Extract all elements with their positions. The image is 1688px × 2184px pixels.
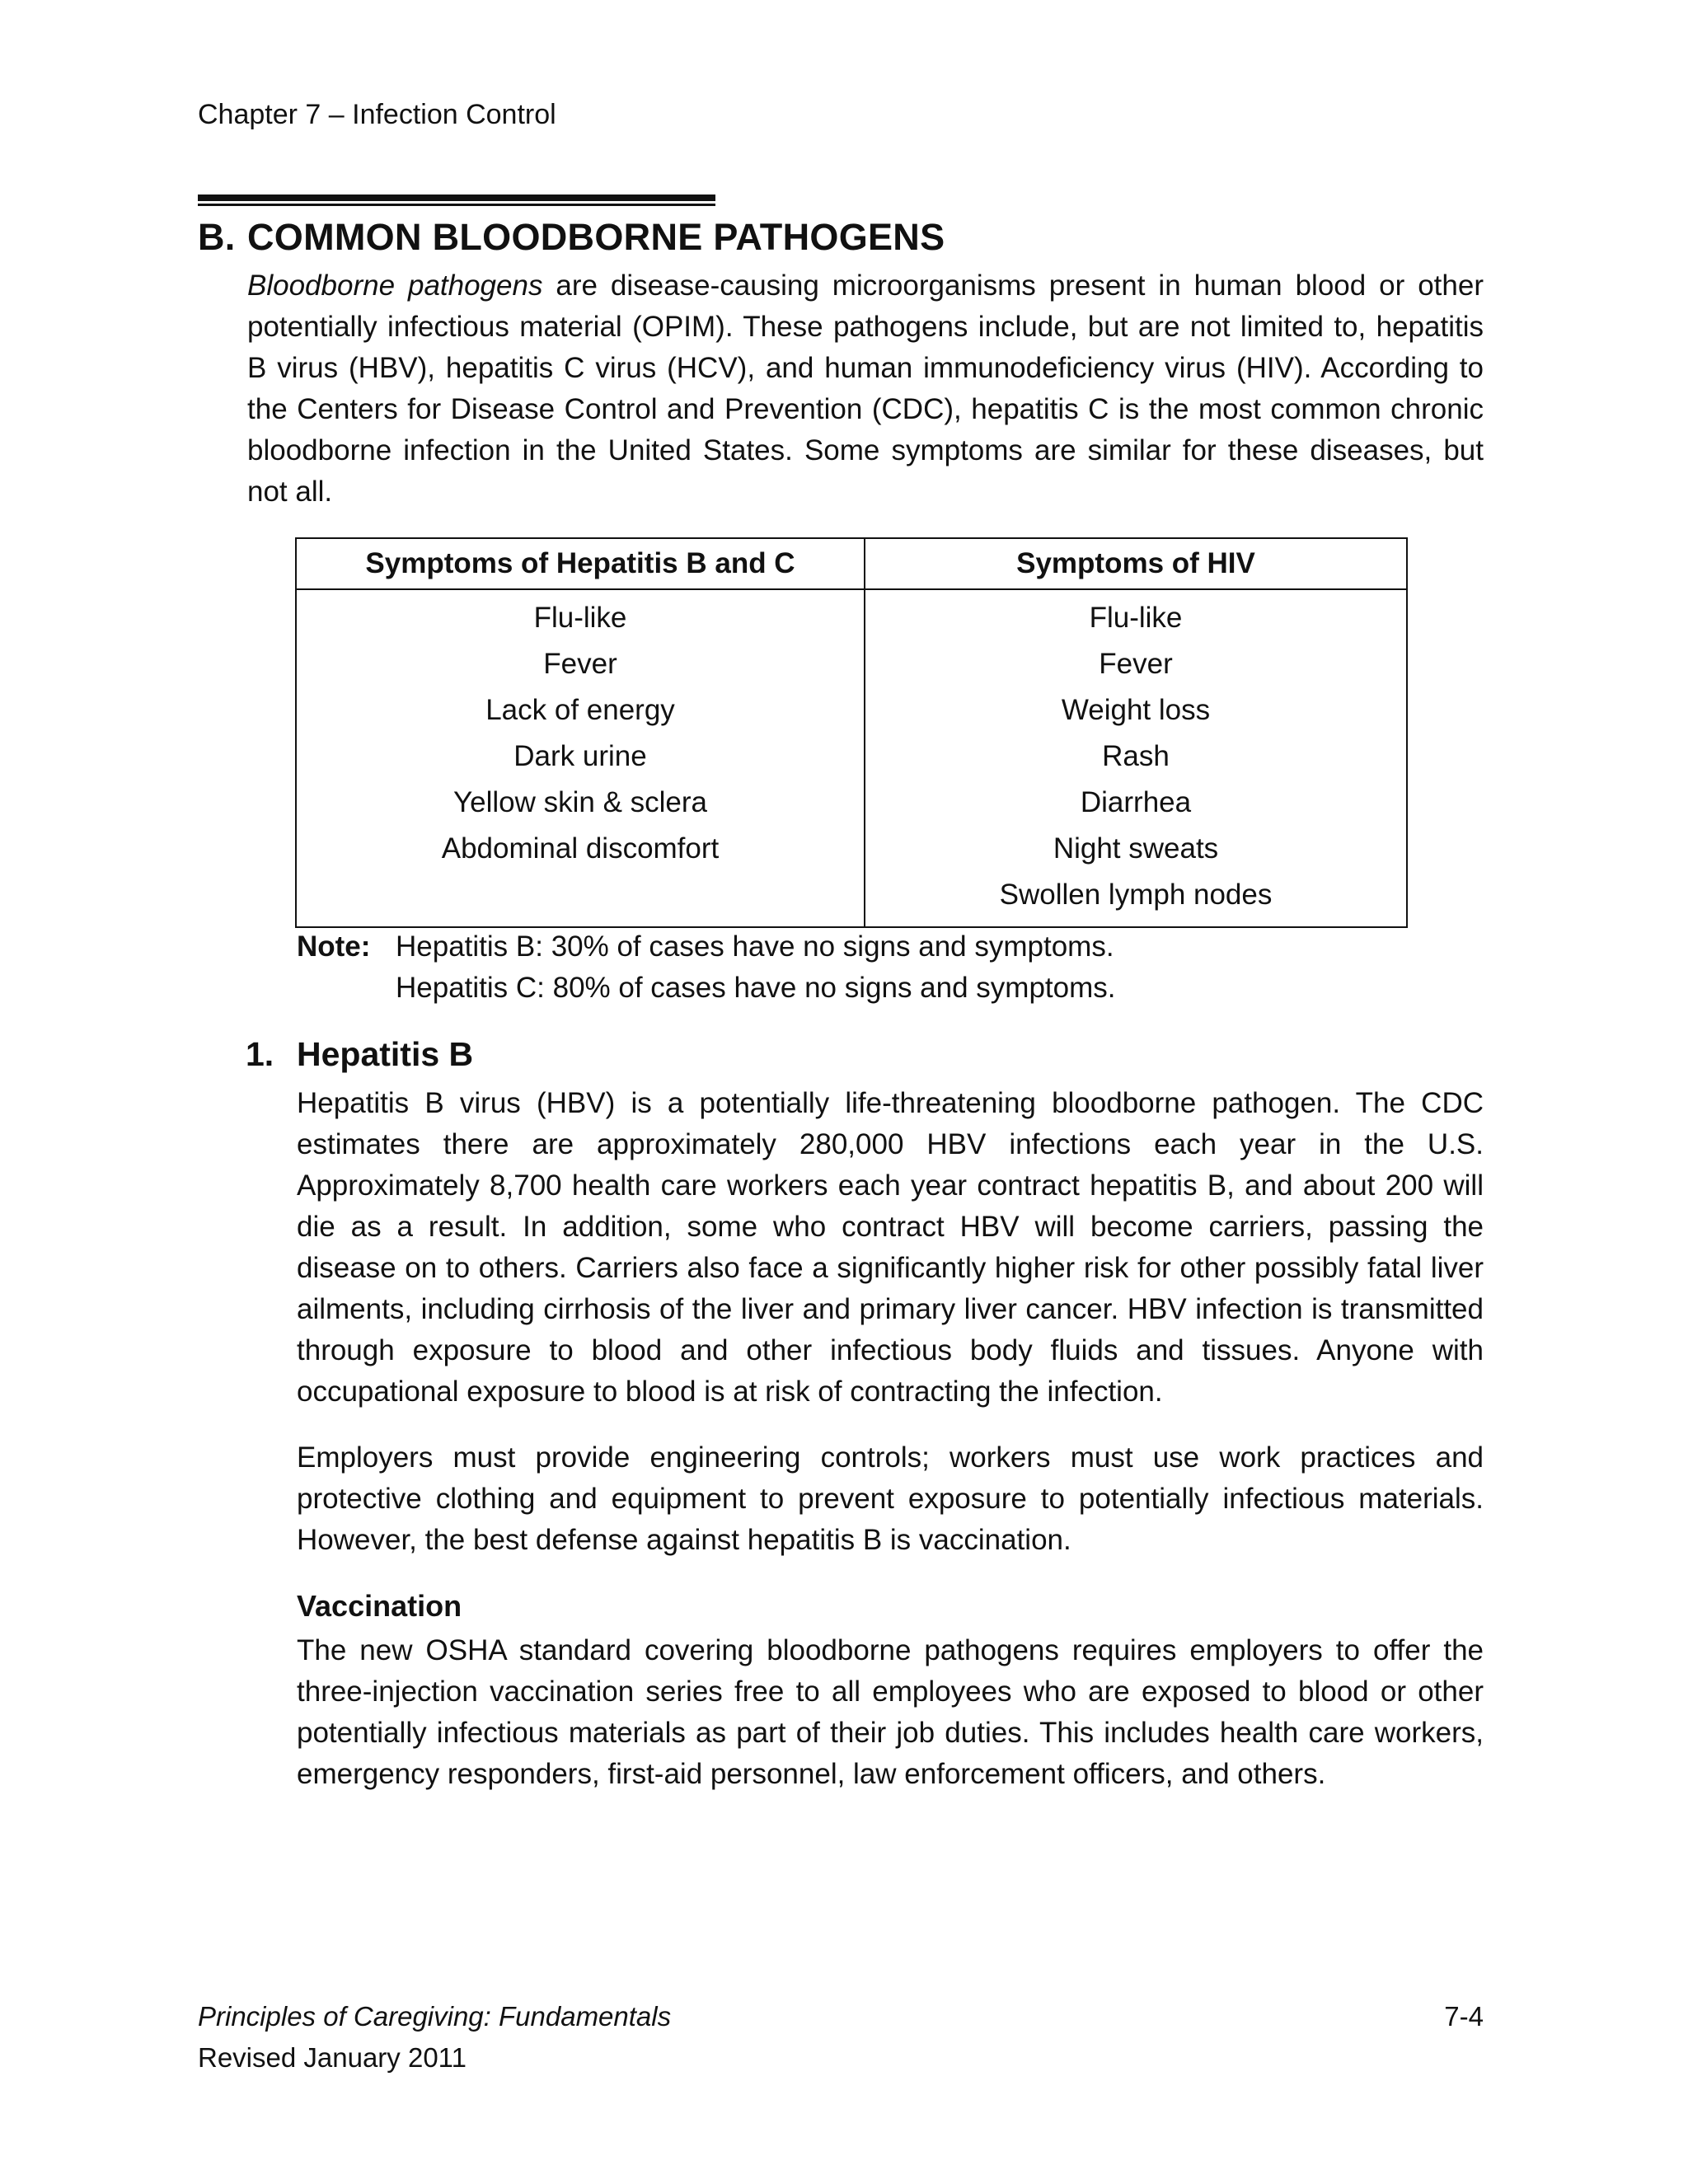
list-item: Lack of energy	[485, 694, 675, 726]
hepatitis-symptoms-cell	[296, 589, 865, 927]
vaccination-heading: Vaccination	[297, 1589, 462, 1623]
table-row	[296, 589, 1407, 927]
hiv-symptoms-cell	[865, 589, 1407, 927]
header-hepatitis: Symptoms of Hepatitis B and C	[296, 538, 865, 589]
hepatitis-b-paragraph-1: Hepatitis B virus (HBV) is a potentially life-threatening bloodborne pathogen. The CDC estimates there are approximately 280,000 HBV infections each year in the U.S. Approximately 8,700 health care workers each year contract hepatitis B, and about 200 will die as a result. In addition, some who contract HBV will become carriers, passing the disease on to others. Carriers also face a significantly higher risk for other possibly fatal liver ailments, including cirrhosis of the liver and primary liver cancer. HBV infection is transmitted through exposure to blood and other infectious body fluids and tissues. Anyone with occupational exposure to blood is at risk of contracting the infection.	[297, 1087, 1484, 1408]
intro-term: Bloodborne pathogens	[247, 269, 543, 302]
intro-text: are disease-causing microorganisms present in human blood or other potentially infectious material (OPIM). These pathogens include, but are not limited to, hepatitis B virus (HBV), hepatitis C virus (HCV), and human immunodeficiency virus (HIV). According to the Centers for Disease Control and Prevention (CDC), hepatitis C is the most common chronic bloodborne infection in the United States. Some symptoms are similar for these diseases, but not all.	[247, 269, 1484, 508]
footer-book-title: Principles of Caregiving: Fundamentals	[198, 2001, 672, 2032]
page-number: 7-4	[1444, 2001, 1484, 2032]
subsection-number: 1.	[246, 1035, 274, 1073]
subsection-heading	[246, 1035, 473, 1074]
hepatitis-b-paragraph-2: Employers must provide engineering controls; workers must use work practices and protective clothing and equipment to prevent exposure to potentially infectious materials. However, the best defense against hepatitis B is vaccination.	[297, 1441, 1484, 1556]
list-item: Swollen lymph nodes	[999, 879, 1273, 911]
subsection-title: Hepatitis B	[297, 1035, 474, 1073]
list-item: Dark urine	[513, 740, 647, 772]
list-item: Weight loss	[1061, 694, 1211, 726]
section-divider	[198, 194, 715, 206]
note-line-1: Hepatitis B: 30% of cases have no signs and symptoms.	[396, 930, 1114, 963]
list-item: Night sweats	[1053, 832, 1219, 865]
list-item: Flu-like	[1089, 602, 1183, 634]
header-hiv: Symptoms of HIV	[865, 538, 1407, 589]
section-number: B.	[198, 216, 236, 258]
list-item: Flu-like	[533, 602, 627, 634]
symptoms-table	[295, 537, 1408, 928]
footer-left	[198, 1996, 671, 2079]
list-item: Abdominal discomfort	[441, 832, 720, 865]
note-label: Note:	[297, 930, 371, 963]
list-item: Fever	[543, 648, 617, 680]
table-header-row	[296, 538, 1407, 589]
vaccination-paragraph: The new OSHA standard covering bloodborne pathogens requires employers to offer the three-injection vaccination series free to all employees who are exposed to blood or other potentially infectious materials as part of their job duties. This includes health care workers, emergency responders, first-aid personnel, law enforcement officers, and others.	[297, 1634, 1484, 1790]
list-item: Rash	[1102, 740, 1170, 772]
section-heading	[198, 216, 945, 259]
list-item: Yellow skin & sclera	[452, 786, 707, 818]
list-item: Diarrhea	[1080, 786, 1192, 818]
footer-revised: Revised January 2011	[198, 2042, 467, 2073]
section-title: COMMON BLOODBORNE PATHOGENS	[247, 216, 945, 258]
chapter-header: Chapter 7 – Infection Control	[198, 99, 556, 130]
intro-paragraph	[247, 265, 1484, 513]
list-item: Fever	[1099, 648, 1173, 680]
table-note	[297, 926, 1115, 1009]
note-line-2: Hepatitis C: 80% of cases have no signs and symptoms.	[396, 972, 1116, 1004]
